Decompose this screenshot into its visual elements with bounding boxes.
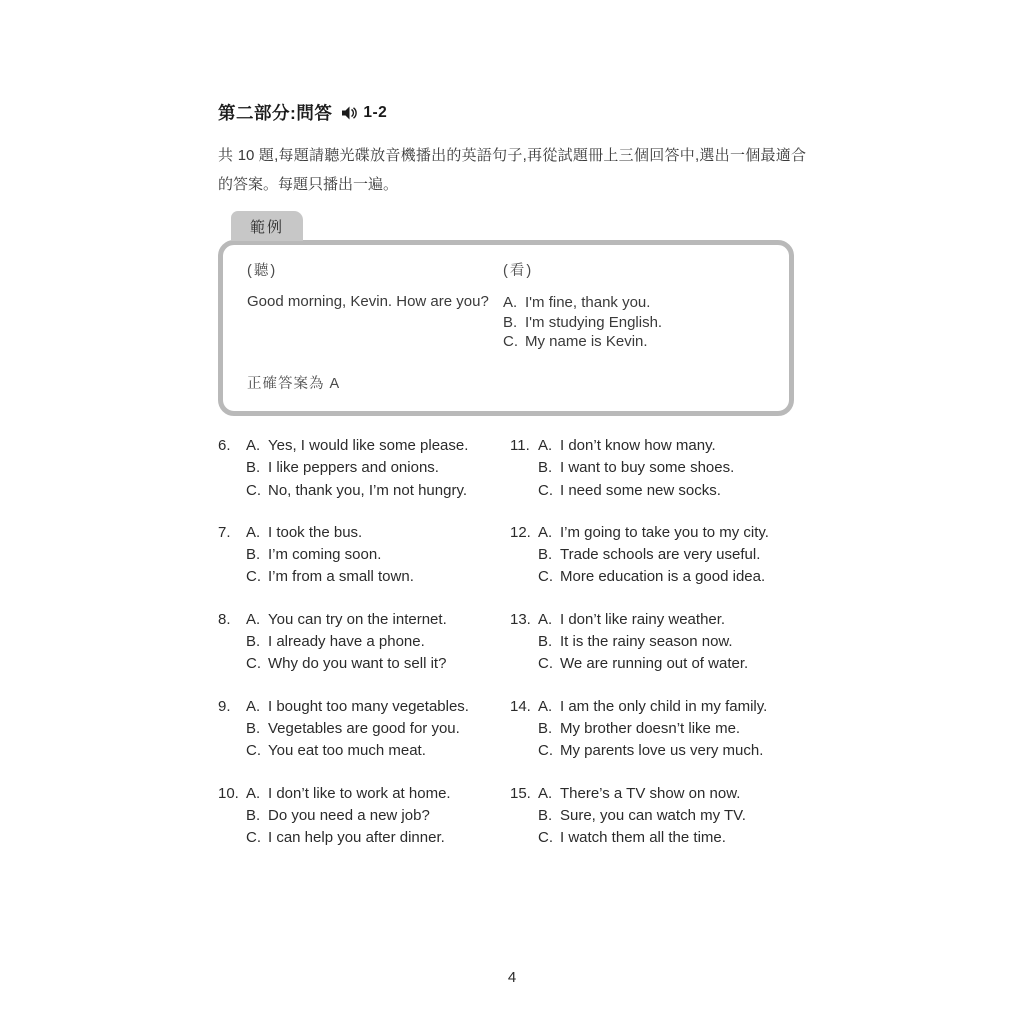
header-block [218, 100, 808, 199]
option-letter: C. [503, 333, 518, 350]
answer-option [246, 544, 510, 566]
example-listen-column [247, 259, 503, 352]
option-letter: A. [538, 784, 553, 802]
option-text: I already have a phone. [268, 633, 425, 651]
answer-option [538, 740, 818, 762]
answer-option [538, 566, 818, 588]
answer-option [246, 522, 510, 544]
option-text: I am the only child in my family. [560, 697, 768, 715]
answer-option [538, 783, 818, 805]
answer-option [246, 718, 510, 740]
example-look-column [503, 259, 763, 352]
answer-option [246, 740, 510, 762]
question-number: 12. [510, 523, 531, 541]
question-item-6 [218, 435, 510, 502]
question-number: 7. [218, 523, 231, 541]
answer-option [538, 609, 818, 631]
section-title-text: 第二部分:問答 [218, 103, 333, 123]
option-letter: B. [246, 806, 261, 824]
option-text: I like peppers and onions. [268, 459, 439, 477]
look-label: (看) [503, 263, 534, 279]
option-text: We are running out of water. [560, 655, 749, 673]
section-title [218, 100, 808, 125]
option-text: I don’t know how many. [560, 437, 716, 454]
option-letter: C. [246, 655, 261, 673]
answer-option [538, 718, 818, 740]
question-number: 8. [218, 610, 231, 628]
option-text: I took the bus. [268, 523, 363, 541]
example-option [503, 332, 763, 352]
question-item-13 [510, 609, 818, 676]
answer-option [246, 783, 510, 805]
answer-option [246, 435, 510, 457]
option-letter: A. [246, 437, 261, 454]
option-letter: C. [246, 742, 261, 760]
option-text: My brother doesn’t like me. [560, 719, 741, 737]
option-letter: C. [538, 742, 553, 760]
option-text: Do you need a new job? [268, 806, 430, 824]
example-listen-text: Good morning, Kevin. How are you? [247, 293, 489, 310]
answer-option [538, 435, 818, 457]
option-text: I'm fine, thank you. [525, 294, 651, 311]
option-letter: C. [246, 829, 261, 847]
question-number: 14. [510, 697, 531, 715]
option-letter: A. [246, 784, 261, 802]
question-number: 15. [510, 784, 531, 802]
option-letter: A. [246, 523, 261, 541]
option-text: No, thank you, I’m not hungry. [268, 481, 467, 499]
option-text: Trade schools are very useful. [560, 546, 761, 564]
answer-option [538, 457, 818, 479]
example-box-body [218, 240, 794, 416]
option-letter: C. [538, 829, 553, 847]
option-text: I bought too many vegetables. [268, 697, 469, 715]
option-text: It is the rainy season now. [560, 633, 733, 651]
question-item-10 [218, 783, 510, 850]
answer-option [538, 827, 818, 849]
option-letter: B. [246, 459, 261, 477]
option-letter: A. [538, 610, 553, 628]
option-letter: B. [503, 313, 518, 331]
answer-option [246, 653, 510, 675]
option-letter: A. [246, 697, 261, 715]
option-text: You can try on the internet. [268, 610, 447, 628]
answer-option [246, 457, 510, 479]
option-text: Sure, you can watch my TV. [560, 806, 746, 824]
option-letter: B. [538, 459, 553, 477]
option-letter: B. [538, 806, 553, 824]
question-item-8 [218, 609, 510, 676]
answer-option [538, 480, 818, 502]
answer-option [538, 522, 818, 544]
option-letter: C. [538, 568, 553, 586]
question-number: 9. [218, 697, 231, 715]
question-number: 11. [510, 437, 530, 454]
speaker-icon [342, 106, 358, 120]
example-option [503, 313, 763, 333]
option-text: I want to buy some shoes. [560, 459, 735, 477]
question-item-9 [218, 696, 510, 763]
option-letter: B. [538, 633, 553, 651]
answer-option [246, 805, 510, 827]
answer-option [246, 827, 510, 849]
answer-option [538, 631, 818, 653]
option-text: My name is Kevin. [525, 333, 648, 350]
option-text: I'm studying English. [525, 313, 663, 331]
option-letter: B. [246, 633, 261, 651]
listen-label: (聽) [247, 263, 278, 279]
questions-section [218, 435, 818, 869]
option-text: I can help you after dinner. [268, 829, 445, 847]
option-text: I’m coming soon. [268, 546, 382, 564]
option-letter: C. [246, 568, 261, 586]
option-text: My parents love us very much. [560, 742, 764, 760]
questions-right-column [510, 435, 818, 869]
option-letter: C. [246, 481, 261, 499]
option-text: I’m going to take you to my city. [560, 523, 769, 541]
option-letter: B. [246, 546, 261, 564]
option-letter: A. [538, 523, 553, 541]
answer-option [246, 566, 510, 588]
question-item-15 [510, 783, 818, 850]
option-text: You eat too much meat. [268, 742, 426, 760]
option-letter: A. [246, 610, 261, 628]
answer-option [246, 696, 510, 718]
option-letter: A. [538, 697, 553, 715]
example-box [218, 211, 794, 416]
option-text: Yes, I would like some please. [268, 437, 469, 454]
question-number: 6. [218, 437, 231, 454]
questions-left-column [218, 435, 510, 869]
answer-option [246, 480, 510, 502]
option-text: I’m from a small town. [268, 568, 414, 586]
option-letter: C. [538, 481, 553, 499]
question-item-12 [510, 522, 818, 589]
option-text: I watch them all the time. [560, 829, 726, 847]
option-text: Why do you want to sell it? [268, 655, 447, 673]
option-letter: B. [246, 719, 261, 737]
question-item-14 [510, 696, 818, 763]
option-text: I don’t like rainy weather. [560, 610, 726, 628]
answer-option [246, 631, 510, 653]
question-number: 10. [218, 784, 239, 802]
answer-option [246, 609, 510, 631]
answer-option [538, 805, 818, 827]
option-text: More education is a good idea. [560, 568, 766, 586]
example-tab: 範例 [231, 211, 303, 241]
question-number: 13. [510, 610, 531, 628]
option-letter: B. [538, 546, 553, 564]
answer-option [538, 653, 818, 675]
option-letter: C. [538, 655, 553, 673]
example-option [503, 293, 763, 313]
question-item-7 [218, 522, 510, 589]
question-item-11 [510, 435, 818, 502]
instructions-text: 共 10 題,每題請聽光碟放音機播出的英語句子,再從試題冊上三個回答中,選出一個最適合的答案。每題只播出一遍。 [218, 147, 806, 193]
option-text: I don’t like to work at home. [268, 784, 451, 802]
option-text: There’s a TV show on now. [560, 784, 741, 802]
option-letter: A. [538, 437, 553, 454]
correct-answer-note: 正確答案為 A [247, 375, 341, 392]
option-letter: A. [503, 294, 518, 311]
answer-option [538, 544, 818, 566]
option-letter: B. [538, 719, 553, 737]
audio-track-label: 1-2 [363, 103, 388, 121]
page-number: 4 [507, 969, 517, 986]
option-text: I need some new socks. [560, 481, 721, 499]
answer-option [538, 696, 818, 718]
example-options [503, 293, 763, 352]
option-text: Vegetables are good for you. [268, 719, 460, 737]
